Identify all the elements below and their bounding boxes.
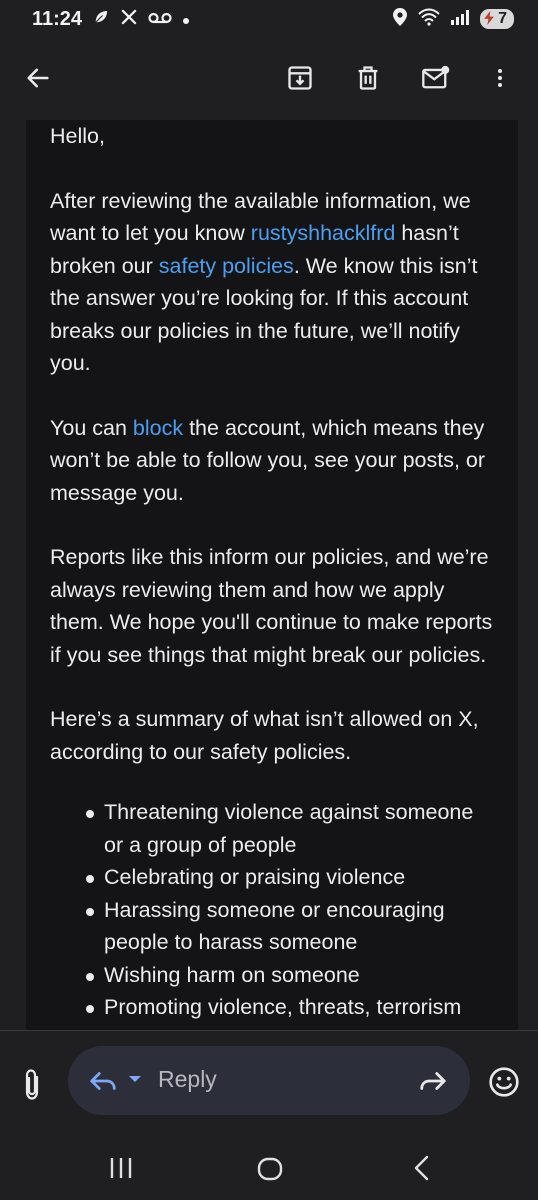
paragraph-block	[50, 412, 494, 510]
recent-apps-button[interactable]	[108, 1155, 134, 1181]
p3-text: Reports like this inform our policies, and we’re always reviewing them and how we apply them. We hope you'll continue to make reports if you see things that might break our policies.	[50, 545, 493, 667]
list-item: Celebrating or praising violence	[104, 861, 494, 894]
list-item: Wishing harm on someone	[104, 959, 494, 992]
more-options-button[interactable]	[478, 56, 522, 100]
battery-indicator	[480, 9, 514, 29]
status-left	[32, 8, 190, 31]
voicemail-icon	[148, 9, 172, 30]
status-time: 11:24	[32, 7, 83, 30]
back-nav-button[interactable]	[410, 1155, 434, 1181]
dot-icon	[182, 8, 190, 31]
archive-button[interactable]	[278, 56, 322, 100]
greeting-text: Hello,	[50, 124, 105, 148]
location-icon	[392, 7, 408, 32]
mark-unread-button[interactable]	[414, 56, 458, 100]
paragraph-summary	[50, 703, 494, 768]
home-icon	[256, 1155, 284, 1183]
wifi-icon	[418, 8, 440, 31]
block-link[interactable]: block	[132, 415, 184, 440]
paragraph-reports	[50, 541, 494, 671]
battery-level: 7	[498, 10, 507, 27]
emoji-icon	[488, 1066, 520, 1098]
attach-button[interactable]	[16, 1067, 48, 1103]
reply-field[interactable]	[68, 1046, 470, 1115]
home-button[interactable]	[256, 1155, 284, 1183]
attachment-icon	[21, 1068, 43, 1102]
leaf-icon	[92, 8, 110, 31]
x-logo-icon	[120, 8, 138, 31]
p1-text-b: hasn’t broken our	[50, 221, 459, 278]
status-right	[392, 7, 514, 32]
system-nav-bar	[0, 1135, 538, 1200]
more-vert-icon	[488, 64, 512, 92]
signal-icon	[450, 9, 470, 30]
email-toolbar	[0, 38, 538, 120]
delete-button[interactable]	[346, 56, 390, 100]
mark-unread-icon	[421, 64, 451, 92]
back-arrow-icon	[24, 64, 52, 92]
paragraph-review-result	[50, 185, 494, 380]
p4-text: Here’s a summary of what isn’t allowed on X, according to our safety policies.	[50, 707, 479, 764]
list-item: Promoting violence, threats, terrorism	[104, 991, 494, 1024]
p2-text-a: You can	[50, 415, 133, 440]
delete-icon	[354, 64, 382, 92]
p1-text-a: After reviewing the available information, we want to let you know	[50, 188, 471, 245]
forward-icon[interactable]	[418, 1066, 448, 1096]
policy-list	[50, 796, 494, 1024]
reply-icon[interactable]	[88, 1066, 118, 1096]
status-bar	[0, 0, 538, 38]
safety-policies-link[interactable]: safety policies	[158, 253, 294, 278]
greeting	[50, 120, 494, 153]
reply-placeholder[interactable]: Reply	[158, 1066, 217, 1092]
account-link[interactable]: rustyshhacklfrd	[250, 221, 396, 245]
email-body	[26, 120, 518, 1030]
list-item: Threatening violence against someone or a group of people	[104, 796, 494, 861]
back-chevron-icon	[410, 1155, 434, 1181]
chevron-down-icon[interactable]	[128, 1074, 142, 1084]
emoji-button[interactable]	[488, 1066, 520, 1103]
reply-bar	[0, 1031, 538, 1135]
p2-text-b: the account, which means they won’t be able to follow you, see your posts, or message you.	[50, 415, 486, 505]
recent-apps-icon	[108, 1155, 134, 1181]
list-item: Harassing someone or encouraging people to harass someone	[104, 894, 494, 959]
archive-icon	[286, 64, 314, 92]
back-button[interactable]	[16, 56, 60, 100]
battery-bolt-icon	[483, 11, 495, 25]
p1-text-c: . We know this isn’t the answer you’re looking for. If this account breaks our policies in the future, we’ll notify you.	[50, 253, 478, 375]
